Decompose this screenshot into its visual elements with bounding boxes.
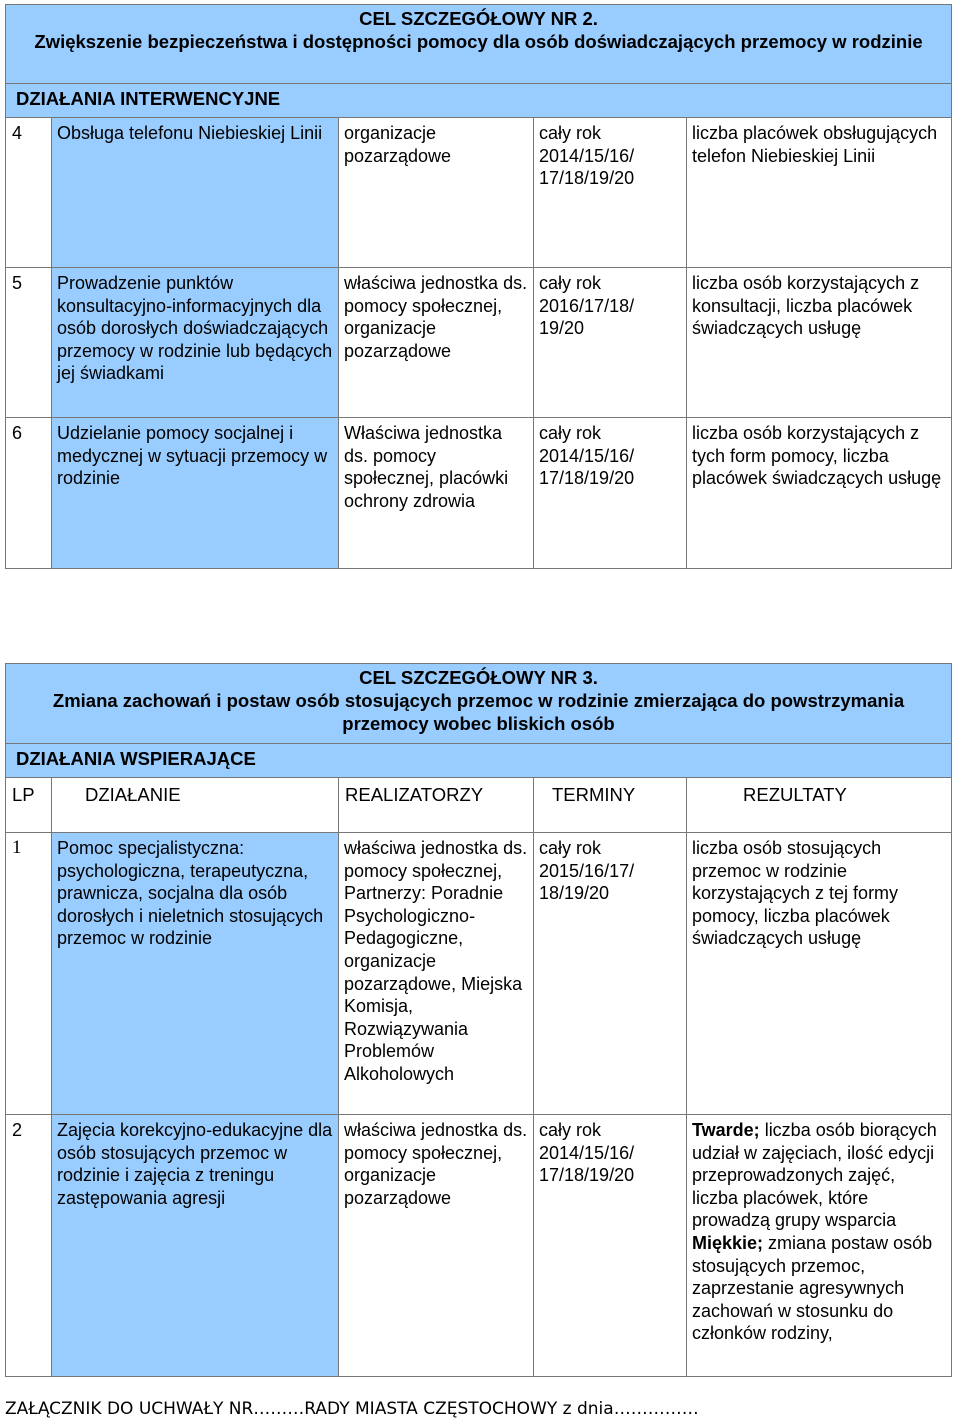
header-terms: TERMINY bbox=[534, 778, 687, 833]
results-soft-label: Miękkie; bbox=[692, 1232, 764, 1253]
row-terms: cały rok 2014/15/16/ 17/18/19/20 bbox=[534, 418, 687, 569]
goal2-title-line2: Zwiększenie bezpieczeństwa i dostępności pomocy dla osób doświadczających przemocy w rodzinie bbox=[34, 30, 923, 52]
row-terms: cały rok 2014/15/16/ 17/18/19/20 bbox=[534, 118, 687, 268]
header-results: REZULTATY bbox=[687, 778, 952, 833]
goal3-title bbox=[6, 664, 952, 744]
row-executors: właściwa jednostka ds. pomocy społecznej, organizacje pozarządowe bbox=[339, 1115, 534, 1377]
goal3-title-line1: CEL SZCZEGÓŁOWY NR 3. bbox=[359, 667, 598, 688]
goal3-section-label: DZIAŁANIA WSPIERAJĄCE bbox=[6, 744, 952, 778]
row-results: liczba placówek obsługujących telefon Niebieskiej Linii bbox=[687, 118, 952, 268]
table-row bbox=[6, 268, 952, 418]
header-executors: REALIZATORZY bbox=[339, 778, 534, 833]
row-results: liczba osób korzystających z konsultacji, liczba placówek świadczących usługę bbox=[687, 268, 952, 418]
results-hard-label: Twarde; bbox=[692, 1120, 760, 1140]
row-lp: 2 bbox=[6, 1115, 52, 1377]
header-action: DZIAŁANIE bbox=[52, 778, 339, 833]
row-action: Pomoc specjalistyczna: psychologiczna, terapeutyczna, prawnicza, socjalna dla osób dorosłych i nieletnich stosujących przemoc w rodzinie bbox=[52, 833, 339, 1115]
table-row bbox=[6, 833, 952, 1115]
goal2-table bbox=[5, 4, 952, 569]
table-header-row bbox=[6, 778, 952, 833]
row-executors: Właściwa jednostka ds. pomocy społecznej, placówki ochrony zdrowia bbox=[339, 418, 534, 569]
row-action: Udzielanie pomocy socjalnej i medycznej w sytuacji przemocy w rodzinie bbox=[52, 418, 339, 569]
row-results: liczba osób stosujących przemoc w rodzinie korzystających z tej formy pomocy, liczba placówek świadczących usługę bbox=[687, 833, 952, 1115]
goal2-section-label: DZIAŁANIA INTERWENCYJNE bbox=[6, 84, 952, 118]
table-row bbox=[6, 418, 952, 569]
goal3-table bbox=[5, 663, 952, 1377]
footer-attachment-note: ZAŁĄCZNIK DO UCHWAŁY NR………RADY MIASTA CZĘSTOCHOWY z dnia…………… bbox=[5, 1399, 699, 1419]
header-lp: LP bbox=[6, 778, 52, 833]
row-action: Prowadzenie punktów konsultacyjno-informacyjnych dla osób dorosłych doświadczających przemocy w rodzinie lub będących jej świadkami bbox=[52, 268, 339, 418]
row-terms: cały rok 2015/16/17/ 18/19/20 bbox=[534, 833, 687, 1115]
goal2-title bbox=[6, 5, 952, 84]
row-action: Obsługa telefonu Niebieskiej Linii bbox=[52, 118, 339, 268]
row-terms: cały rok 2016/17/18/ 19/20 bbox=[534, 268, 687, 418]
row-executors: właściwa jednostka ds. pomocy społecznej, Partnerzy: Poradnie Psychologiczno-Pedagogiczne, organizacje pozarządowe, Miejska Komisja, Rozwiązywania Problemów Alkoholowych bbox=[339, 833, 534, 1115]
row-executors: właściwa jednostka ds. pomocy społecznej, organizacje pozarządowe bbox=[339, 268, 534, 418]
row-lp: 1 bbox=[6, 833, 52, 1115]
row-terms: cały rok 2014/15/16/ 17/18/19/20 bbox=[534, 1115, 687, 1377]
row-results bbox=[687, 1115, 952, 1377]
row-lp: 5 bbox=[6, 268, 52, 418]
table-row bbox=[6, 118, 952, 268]
goal3-title-line2: Zmiana zachowań i postaw osób stosujących przemoc w rodzinie zmierzająca do powstrzymania przemocy wobec bliskich osób bbox=[52, 689, 905, 734]
row-lp: 6 bbox=[6, 418, 52, 569]
results-soft-text: zmiana postaw osób stosujących przemoc, zaprzestanie agresywnych zachowań w stosunku do członków rodziny, bbox=[692, 1232, 933, 1344]
table-row bbox=[6, 1115, 952, 1377]
goal2-title-line1: CEL SZCZEGÓŁOWY NR 2. bbox=[359, 8, 598, 29]
row-action: Zajęcia korekcyjno-edukacyjne dla osób stosujących przemoc w rodzinie i zajęcia z treningu zastępowania agresji bbox=[52, 1115, 339, 1377]
row-lp: 4 bbox=[6, 118, 52, 268]
row-executors: organizacje pozarządowe bbox=[339, 118, 534, 268]
row-results: liczba osób korzystających z tych form pomocy, liczba placówek świadczących usługę bbox=[687, 418, 952, 569]
results-hard-text: liczba osób biorących udział w zajęciach, ilość edycji przeprowadzonych zajęć, liczba placówek, które prowadzą grupy wsparcia bbox=[692, 1120, 937, 1231]
